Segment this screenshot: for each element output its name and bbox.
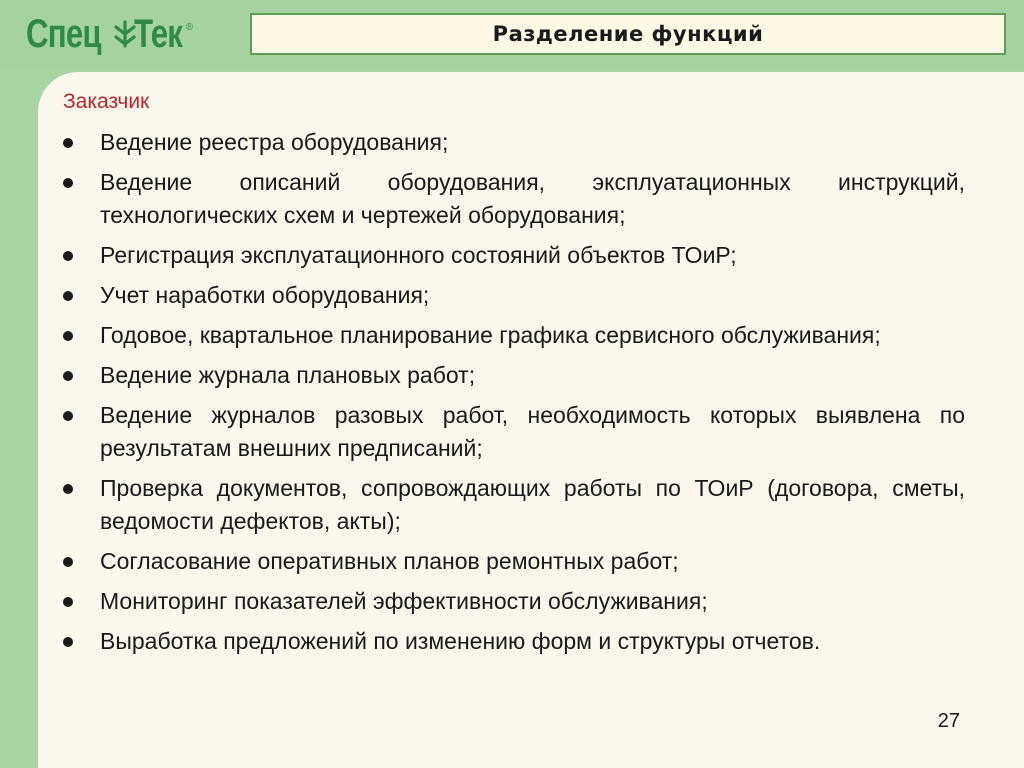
bullet-icon	[63, 484, 73, 494]
logo-text-right: Тек	[133, 11, 183, 56]
bullet-icon	[63, 637, 73, 647]
list-item-text: Ведение журнала плановых работ;	[100, 362, 476, 388]
bullet-icon	[63, 291, 73, 301]
bullet-icon	[63, 178, 73, 188]
list-item	[60, 625, 965, 658]
list-item-text: Мониторинг показателей эффективности обслуживания;	[100, 588, 708, 614]
list-item	[60, 319, 965, 352]
list-item-text: Проверка документов, сопровождающих работы по ТОиР (договора, сметы, ведомости дефектов, акты);	[100, 475, 965, 534]
list-item-text: Ведение журналов разовых работ, необходимость которых выявлена по результатам внешних предписаний;	[100, 402, 965, 461]
list-item-text: Годовое, квартальное планирование графика сервисного обслуживания;	[100, 322, 881, 348]
list-item	[60, 126, 965, 159]
list-item	[60, 166, 965, 232]
list-item-text: Выработка предложений по изменению форм и структуры отчетов.	[100, 628, 821, 654]
bullet-icon	[63, 557, 73, 567]
registered-mark: ®	[185, 21, 192, 33]
page-number: 27	[937, 710, 960, 732]
list-item	[60, 472, 965, 538]
list-item	[60, 545, 965, 578]
title-box	[250, 13, 1006, 55]
function-list	[60, 126, 965, 665]
list-item-text: Согласование оперативных планов ремонтных работ;	[100, 548, 679, 574]
bullet-icon	[63, 138, 73, 148]
logo-text-left: Спец	[26, 11, 101, 56]
list-item	[60, 239, 965, 272]
bullet-icon	[63, 331, 73, 341]
list-item-text: Учет наработки оборудования;	[100, 282, 430, 308]
list-item	[60, 399, 965, 465]
company-logo	[26, 8, 192, 60]
page-title: Разделение функций	[492, 22, 764, 46]
bullet-icon	[63, 251, 73, 261]
bullet-icon	[63, 411, 73, 421]
list-item-text: Регистрация эксплуатационного состояний объектов ТОиР;	[100, 242, 737, 268]
list-item-text: Ведение описаний оборудования, эксплуатационных инструкций, технологических схем и чертежей оборудования;	[100, 169, 965, 228]
list-item	[60, 585, 965, 618]
bullet-icon	[63, 371, 73, 381]
list-item	[60, 359, 965, 392]
section-title: Заказчик	[63, 90, 150, 113]
list-item-text: Ведение реестра оборудования;	[100, 129, 449, 155]
list-item	[60, 279, 965, 312]
bullet-icon	[63, 597, 73, 607]
